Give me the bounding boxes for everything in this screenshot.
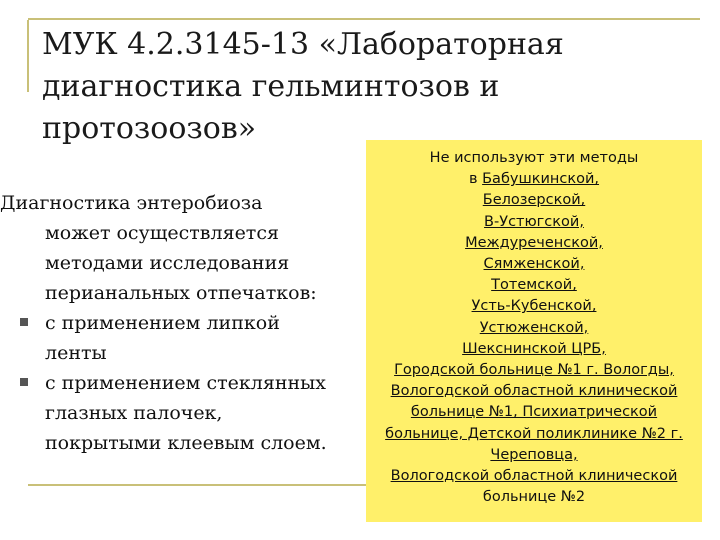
note-line: Сямженской,	[483, 256, 585, 273]
bullet-line: глазных палочек,	[45, 402, 223, 424]
bullet-item	[0, 368, 365, 458]
bullet-line: с применением липкой	[45, 312, 280, 334]
note-line: В-Устюгской,	[484, 213, 584, 230]
note-line: Не используют эти методы	[429, 150, 639, 166]
body-text	[0, 188, 365, 458]
bullet-line: с применением стеклянных	[45, 372, 326, 394]
note-line: больнице, Детской поликлинике №2 г.	[385, 425, 683, 442]
note-line: Тотемской,	[491, 277, 577, 294]
bullet-line: покрытыми клеевым слоем.	[45, 432, 327, 454]
bullet-item	[0, 308, 365, 368]
note-text	[366, 148, 702, 508]
note-line: в Бабушкинской,	[468, 171, 600, 188]
note-line-underlined: Бабушкинской,	[482, 171, 600, 188]
note-line: Междуреченской,	[465, 234, 603, 251]
note-line: Городской больнице №1 г. Вологды,	[394, 362, 674, 379]
intro-line: Диагностика энтеробиоза	[0, 192, 263, 214]
intro-line: перианальных отпечатков:	[45, 282, 317, 304]
bullet-line: ленты	[45, 342, 107, 364]
note-line: Усть-Кубенской,	[471, 298, 597, 315]
title-line: диагностика гельминтозов и	[42, 69, 500, 104]
left-accent-line	[27, 20, 29, 92]
top-divider	[28, 18, 700, 20]
intro-line: методами исследования	[45, 252, 290, 274]
note-line: Устюженской,	[479, 319, 589, 336]
note-line: Череповца,	[490, 446, 578, 463]
note-line: Вологодской областной клинической	[390, 383, 678, 400]
intro-line: может осуществляется	[45, 222, 279, 244]
title-line: протозоозов»	[42, 111, 257, 146]
square-bullet-icon	[20, 318, 28, 326]
note-line: Белозерской,	[482, 192, 586, 209]
slide-title	[42, 24, 682, 150]
note-line: больнице №1, Психиатрической	[410, 404, 658, 421]
title-line: МУК 4.2.3145-13 «Лабораторная	[42, 27, 564, 62]
note-line: Шекснинской ЦРБ,	[462, 340, 606, 357]
note-line: больнице №2	[482, 489, 586, 506]
square-bullet-icon	[20, 378, 28, 386]
note-line: Вологодской областной клинической	[390, 468, 678, 485]
bottom-divider	[28, 484, 368, 486]
note-box	[366, 140, 702, 522]
